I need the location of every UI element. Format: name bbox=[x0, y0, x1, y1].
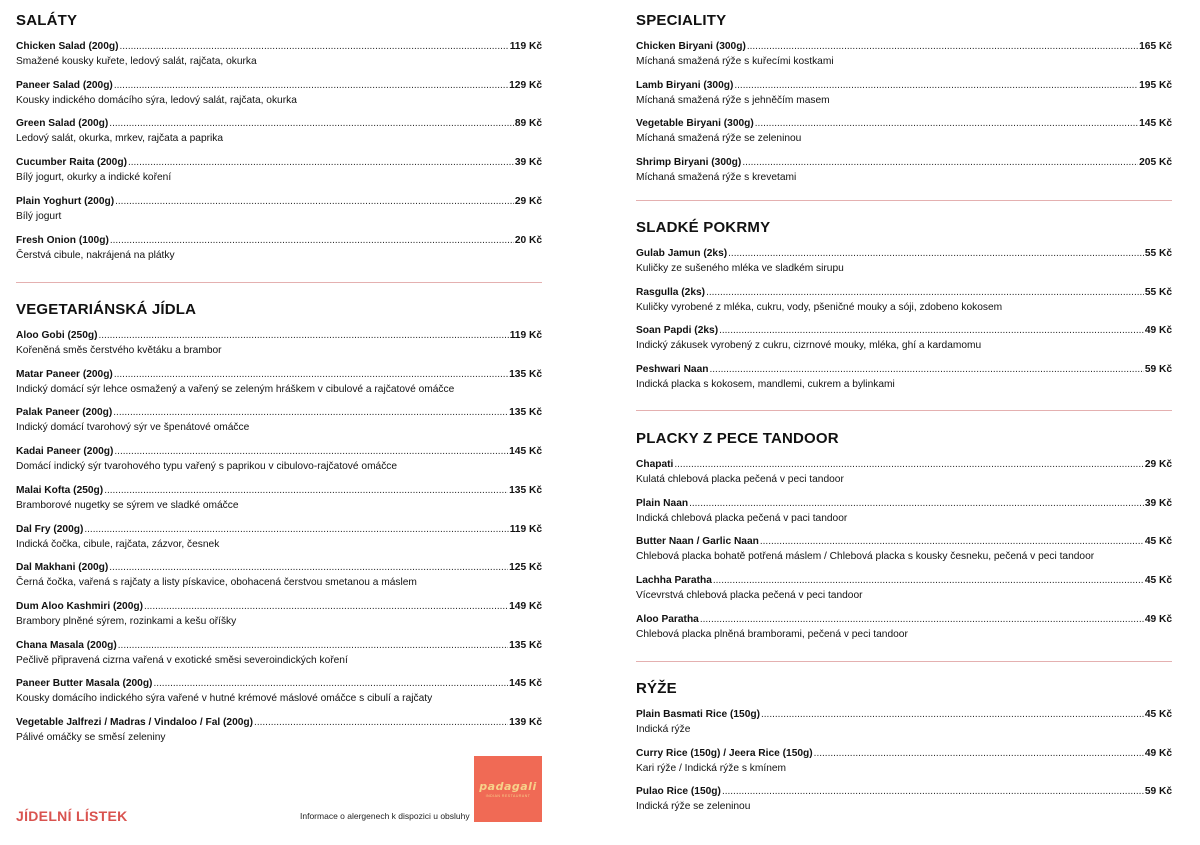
menu-item-line bbox=[16, 600, 542, 613]
dot-leader bbox=[119, 40, 508, 53]
menu-item-line bbox=[16, 716, 542, 729]
menu-title: JÍDELNÍ LÍSTEK bbox=[16, 808, 128, 824]
menu-item bbox=[16, 406, 542, 434]
dot-leader bbox=[128, 156, 514, 169]
menu-item-price: 45 Kč bbox=[1144, 575, 1172, 587]
restaurant-logo bbox=[474, 756, 542, 822]
menu-item-price: 49 Kč bbox=[1144, 613, 1172, 625]
menu-item bbox=[636, 574, 1172, 602]
menu-item-line bbox=[16, 445, 542, 458]
menu-item-description: Kousky indického domácího sýra, ledový salát, rajčata, okurka bbox=[16, 94, 297, 106]
menu-item-name: Dum Aloo Kashmiri (200g) bbox=[16, 600, 143, 612]
menu-item-name: Green Salad (200g) bbox=[16, 118, 109, 130]
dot-leader bbox=[747, 40, 1138, 53]
menu-item-description: Kulatá chlebová placka pečená v peci tandoor bbox=[636, 474, 844, 485]
menu-item bbox=[16, 329, 542, 357]
menu-item-description: Brambory plněné sýrem, rozinkami a kešu oříšky bbox=[16, 615, 237, 627]
menu-item-price: 59 Kč bbox=[1144, 364, 1172, 376]
menu-item-name: Chicken Biryani (300g) bbox=[636, 41, 746, 52]
menu-item-line bbox=[636, 156, 1172, 169]
menu-item-description: Kari rýže / Indická rýže s kmínem bbox=[636, 762, 787, 774]
menu-item-name: Plain Basmati Rice (150g) bbox=[636, 709, 760, 720]
menu-item bbox=[636, 156, 1172, 184]
menu-item-price: 139 Kč bbox=[509, 717, 542, 728]
menu-item-description: Černá čočka, vařená s rajčaty a listy pískavice, obohacená čerstvou smetanou a máslem bbox=[16, 577, 417, 589]
allergen-note: Informace o alergenech k dispozici u obsluhy bbox=[300, 811, 470, 821]
section-title-ryze: RÝŽE bbox=[636, 680, 677, 697]
menu-item bbox=[16, 600, 542, 628]
menu-item-price: 45 Kč bbox=[1144, 536, 1172, 548]
dot-leader bbox=[118, 639, 508, 652]
menu-item-description: Smažené kousky kuřete, ledový salát, rajčata, okurka bbox=[16, 56, 257, 67]
menu-item-price: 135 Kč bbox=[509, 368, 542, 380]
menu-item-line bbox=[636, 324, 1172, 337]
menu-item-price: 135 Kč bbox=[509, 407, 542, 419]
dot-leader bbox=[109, 117, 514, 130]
menu-item bbox=[636, 79, 1172, 107]
menu-item-line bbox=[636, 613, 1172, 626]
dot-leader bbox=[674, 458, 1143, 471]
menu-item-line bbox=[16, 117, 542, 130]
menu-item-price: 39 Kč bbox=[1144, 497, 1172, 509]
dot-leader bbox=[700, 613, 1144, 626]
menu-item-price: 119 Kč bbox=[509, 330, 542, 341]
menu-item-description: Indický domácí sýr lehce osmažený a vařený se zeleným hráškem v cibulové a rajčatové omáčce bbox=[16, 383, 455, 395]
menu-item-price: 39 Kč bbox=[514, 157, 542, 169]
menu-item-price: 29 Kč bbox=[1144, 459, 1172, 470]
menu-item bbox=[16, 79, 542, 107]
menu-item-name: Butter Naan / Garlic Naan bbox=[636, 536, 759, 548]
menu-item-line bbox=[16, 79, 542, 92]
menu-item bbox=[636, 286, 1172, 314]
dot-leader bbox=[689, 497, 1144, 510]
dot-leader bbox=[104, 484, 508, 497]
dot-leader bbox=[734, 79, 1138, 92]
menu-item bbox=[636, 497, 1172, 525]
menu-item-line bbox=[636, 458, 1172, 471]
menu-item-price: 165 Kč bbox=[1139, 41, 1172, 52]
section-divider bbox=[636, 661, 1172, 662]
menu-item-name: Chapati bbox=[636, 459, 674, 470]
menu-item-price: 55 Kč bbox=[1144, 286, 1172, 298]
menu-item-name: Fresh Onion (100g) bbox=[16, 234, 109, 246]
menu-item-name: Chicken Salad (200g) bbox=[16, 41, 119, 52]
menu-item-name: Matar Paneer (200g) bbox=[16, 368, 113, 380]
menu-item-name: Dal Makhani (200g) bbox=[16, 562, 109, 574]
dot-leader bbox=[114, 368, 508, 381]
menu-item-description: Pečlivě připravená cizrna vařená v exotické směsi severoindických koření bbox=[16, 654, 348, 666]
menu-item-line bbox=[16, 561, 542, 574]
menu-item-name: Soan Papdi (2ks) bbox=[636, 325, 719, 337]
menu-item-price: 119 Kč bbox=[509, 523, 542, 535]
dot-leader bbox=[760, 535, 1144, 548]
menu-item-price: 55 Kč bbox=[1144, 248, 1172, 259]
menu-item-price: 145 Kč bbox=[509, 446, 542, 458]
menu-item-price: 119 Kč bbox=[509, 41, 542, 52]
menu-item-price: 129 Kč bbox=[509, 79, 542, 91]
menu-item-description: Bílý jogurt bbox=[16, 210, 62, 222]
menu-item-price: 205 Kč bbox=[1139, 157, 1172, 169]
menu-item-price: 89 Kč bbox=[514, 118, 542, 130]
menu-item-line bbox=[16, 368, 542, 381]
dot-leader bbox=[109, 561, 508, 574]
menu-item-name: Curry Rice (150g) / Jeera Rice (150g) bbox=[636, 747, 813, 759]
menu-item-name: Lamb Biryani (300g) bbox=[636, 79, 734, 91]
menu-item-description: Kuličky vyrobené z mléka, cukru, vody, pšeničné mouky a sóji, zdobeno kokosem bbox=[636, 301, 1003, 313]
menu-item-name: Peshwari Naan bbox=[636, 364, 709, 376]
menu-item-line bbox=[16, 195, 542, 208]
section-divider bbox=[636, 200, 1172, 201]
section-divider bbox=[16, 282, 542, 283]
menu-item-name: Vegetable Biryani (300g) bbox=[636, 118, 754, 130]
menu-item-name: Aloo Gobi (250g) bbox=[16, 330, 98, 341]
menu-item bbox=[16, 117, 542, 145]
menu-item bbox=[636, 324, 1172, 352]
dot-leader bbox=[114, 445, 508, 458]
dot-leader bbox=[113, 406, 508, 419]
menu-item-description: Bramborové nugetky se sýrem ve sladké omáčce bbox=[16, 499, 239, 511]
menu-item-name: Malai Kofta (250g) bbox=[16, 484, 104, 496]
menu-item-name: Cucumber Raita (200g) bbox=[16, 157, 127, 169]
menu-item-name: Rasgulla (2ks) bbox=[636, 286, 706, 298]
menu-item-price: 20 Kč bbox=[514, 234, 542, 246]
menu-item-price: 195 Kč bbox=[1139, 79, 1172, 91]
dot-leader bbox=[115, 195, 514, 208]
menu-item-name: Dal Fry (200g) bbox=[16, 523, 84, 535]
menu-item-line bbox=[636, 117, 1172, 130]
menu-item bbox=[16, 195, 542, 223]
menu-item-description: Chlebová placka bohatě potřená máslem / Chlebová placka s kousky česneku, pečená v peci tandoor bbox=[636, 551, 1095, 563]
menu-item-line bbox=[636, 247, 1172, 260]
section-divider bbox=[636, 410, 1172, 411]
menu-item bbox=[16, 234, 542, 262]
menu-item-line bbox=[636, 535, 1172, 548]
section-title-vegetarianska-jidla: VEGETARIÁNSKÁ JÍDLA bbox=[16, 301, 197, 318]
menu-item bbox=[16, 156, 542, 184]
menu-item-name: Plain Yoghurt (200g) bbox=[16, 195, 115, 207]
menu-item-description: Indická chlebová placka pečená v paci tandoor bbox=[636, 512, 848, 524]
menu-item-price: 49 Kč bbox=[1144, 747, 1172, 759]
menu-item-description: Čerstvá cibule, nakrájená na plátky bbox=[16, 249, 175, 261]
dot-leader bbox=[709, 363, 1143, 376]
dot-leader bbox=[722, 785, 1144, 798]
dot-leader bbox=[114, 79, 508, 92]
menu-item bbox=[636, 40, 1172, 68]
menu-item-line bbox=[16, 523, 542, 536]
menu-item-line bbox=[16, 234, 542, 247]
menu-item-description: Míchaná smažená rýže s kuřecími kostkami bbox=[636, 56, 834, 67]
menu-item bbox=[636, 458, 1172, 486]
menu-item-description: Indická placka s kokosem, mandlemi, cukrem a bylinkami bbox=[636, 379, 895, 391]
menu-item bbox=[636, 613, 1172, 641]
menu-item-line bbox=[16, 156, 542, 169]
menu-item-price: 135 Kč bbox=[509, 639, 542, 651]
menu-item bbox=[16, 368, 542, 396]
menu-item-name: Plain Naan bbox=[636, 497, 689, 509]
menu-item bbox=[16, 40, 542, 68]
menu-item-name: Chana Masala (200g) bbox=[16, 639, 117, 651]
menu-item bbox=[16, 523, 542, 551]
menu-item-line bbox=[16, 406, 542, 419]
menu-item bbox=[636, 747, 1172, 775]
menu-item-line bbox=[636, 574, 1172, 587]
menu-item bbox=[16, 561, 542, 589]
menu-item-line bbox=[16, 329, 542, 342]
menu-item-description: Kořeněná směs čerstvého květáku a brambor bbox=[16, 345, 222, 356]
menu-item-line bbox=[636, 747, 1172, 760]
menu-item bbox=[636, 535, 1172, 563]
menu-item-name: Kadai Paneer (200g) bbox=[16, 446, 114, 458]
menu-item-line bbox=[16, 40, 542, 53]
menu-item-description: Ledový salát, okurka, mrkev, rajčata a paprika bbox=[16, 133, 224, 145]
menu-item bbox=[636, 708, 1172, 736]
menu-item-line bbox=[636, 79, 1172, 92]
dot-leader bbox=[719, 324, 1144, 337]
menu-item-price: 149 Kč bbox=[509, 600, 542, 612]
menu-item bbox=[16, 445, 542, 473]
menu-item-line bbox=[636, 363, 1172, 376]
menu-item-name: Pulao Rice (150g) bbox=[636, 786, 721, 798]
menu-item-description: Domácí indický sýr tvarohového typu vařený s paprikou v cibulovo-rajčatové omáčce bbox=[16, 461, 398, 473]
menu-item-description: Indická rýže bbox=[636, 724, 691, 735]
menu-item-name: Aloo Paratha bbox=[636, 613, 699, 625]
section-title-sladke-pokrmy: SLADKÉ POKRMY bbox=[636, 219, 771, 236]
menu-item-description: Pálivé omáčky se směsí zeleniny bbox=[16, 732, 166, 743]
menu-item-name: Paneer Salad (200g) bbox=[16, 79, 113, 91]
dot-leader bbox=[728, 247, 1144, 260]
menu-item-description: Indický domácí tvarohový sýr ve špenátové omáčce bbox=[16, 422, 250, 434]
menu-item-line bbox=[16, 677, 542, 690]
menu-item-description: Indická rýže se zeleninou bbox=[636, 801, 751, 813]
menu-item-price: 45 Kč bbox=[1144, 709, 1172, 720]
section-title-salaty: SALÁTY bbox=[16, 12, 78, 29]
menu-item-price: 49 Kč bbox=[1144, 325, 1172, 337]
menu-item-description: Kousky domácího indického sýra vařené v hutné krémové máslové omáčce s cibulí a rajčaty bbox=[16, 693, 433, 705]
menu-item-description: Vícevrstvá chlebová placka pečená v peci tandoor bbox=[636, 590, 863, 602]
menu-item-name: Paneer Butter Masala (200g) bbox=[16, 678, 153, 690]
menu-item-line bbox=[636, 785, 1172, 798]
menu-item-description: Bílý jogurt, okurky a indické koření bbox=[16, 172, 172, 184]
dot-leader bbox=[254, 716, 508, 729]
menu-item bbox=[16, 639, 542, 667]
menu-item-line bbox=[16, 639, 542, 652]
menu-item-price: 145 Kč bbox=[1139, 118, 1172, 130]
menu-item-name: Palak Paneer (200g) bbox=[16, 407, 113, 419]
menu-item-description: Míchaná smažená rýže se zeleninou bbox=[636, 133, 802, 145]
menu-item bbox=[636, 247, 1172, 275]
menu-item-line bbox=[636, 497, 1172, 510]
menu-item-description: Indická čočka, cibule, rajčata, zázvor, česnek bbox=[16, 538, 220, 550]
dot-leader bbox=[742, 156, 1138, 169]
menu-item-price: 135 Kč bbox=[509, 484, 542, 496]
dot-leader bbox=[755, 117, 1138, 130]
menu-item-name: Gulab Jamun (2ks) bbox=[636, 248, 728, 259]
menu-item bbox=[636, 785, 1172, 813]
menu-item bbox=[16, 677, 542, 705]
menu-item-name: Vegetable Jalfrezi / Madras / Vindaloo / Fal (200g) bbox=[16, 717, 254, 728]
menu-item-name: Lachha Paratha bbox=[636, 575, 712, 587]
menu-item-line bbox=[636, 286, 1172, 299]
dot-leader bbox=[706, 286, 1144, 299]
menu-item-description: Míchaná smažená rýže s krevetami bbox=[636, 172, 797, 184]
dot-leader bbox=[144, 600, 508, 613]
dot-leader bbox=[99, 329, 509, 342]
dot-leader bbox=[153, 677, 508, 690]
dot-leader bbox=[761, 708, 1144, 721]
menu-item-price: 29 Kč bbox=[514, 195, 542, 207]
menu-item-line bbox=[636, 708, 1172, 721]
menu-item bbox=[636, 363, 1172, 391]
logo-wordmark: padagali bbox=[479, 780, 537, 793]
menu-item-description: Chlebová placka plněná bramborami, pečená v peci tandoor bbox=[636, 628, 908, 640]
dot-leader bbox=[814, 747, 1144, 760]
logo-tagline: INDIAN RESTAURANT bbox=[485, 794, 531, 798]
menu-item bbox=[16, 484, 542, 512]
menu-item-price: 125 Kč bbox=[509, 562, 542, 574]
menu-item-description: Míchaná smažená rýže s jehněčím masem bbox=[636, 94, 830, 106]
menu-item-line bbox=[636, 40, 1172, 53]
menu-item-price: 145 Kč bbox=[509, 678, 542, 690]
dot-leader bbox=[713, 574, 1144, 587]
menu-item bbox=[636, 117, 1172, 145]
menu-item-description: Indický zákusek vyrobený z cukru, cizrnové mouky, mléka, ghí a kardamomu bbox=[636, 340, 982, 352]
menu-item-price: 59 Kč bbox=[1144, 786, 1172, 798]
menu-item-name: Shrimp Biryani (300g) bbox=[636, 157, 742, 169]
section-title-placky-z-pece-tandoor: PLACKY Z PECE TANDOOR bbox=[636, 430, 839, 447]
menu-item-description: Kuličky ze sušeného mléka ve sladkém sirupu bbox=[636, 263, 844, 274]
dot-leader bbox=[110, 234, 514, 247]
menu-item-line bbox=[16, 484, 542, 497]
section-title-speciality: SPECIALITY bbox=[636, 12, 727, 29]
menu-item bbox=[16, 716, 542, 744]
dot-leader bbox=[84, 523, 508, 536]
